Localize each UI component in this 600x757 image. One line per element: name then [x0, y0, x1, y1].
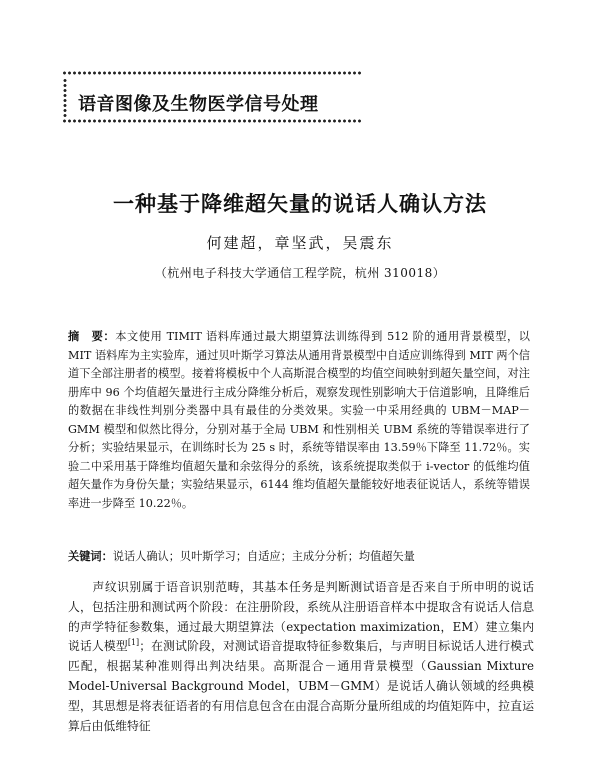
paper-title: 一种基于降维超矢量的说话人确认方法	[113, 191, 487, 216]
paper-affiliation: （杭州电子科技大学通信工程学院，杭州 310018）	[154, 266, 446, 280]
section-header	[62, 70, 362, 126]
body-paragraph	[68, 578, 534, 736]
abstract-label: 摘 要：	[68, 330, 116, 343]
abstract-text: 本文使用 TIMIT 语料库通过最大期望算法训练得到 512 阶的通用背景模型，以 MIT 语料库为主实验库，通过贝叶斯学习算法从通用背景模型中自适应训练得到 MIT 两个信道下全部注册者的模型。接着将模板中个人高斯混合模型的均值空间映射到超矢量空间，对注册库中 96 个均值超矢量进行主成分降维分析后，观察发现性别影响大于信道影响，且降维后的数据在非线性判别分类器中具有最佳的分类效果。实验一中采用经典的 UBM－MAP－GMM 模型和似然比得分，分别对基于全局 UBM 和性别相关 UBM 系统的等错误率进行了分析；实验结果显示，在训练时长为 25 s 时，系统等错误率由 13.59％下降至 11.72％。实验二中采用基于降维均值超矢量和余弦得分的系统，该系统提取类似于 i-vector 的低维均值超矢量作为身份矢量；实验结果显示，6144 维均值超矢量能较好地表征说话人，系统等错误率进一步降至 10.22％。	[68, 330, 530, 510]
body-text-part-1: 声纹识别属于语音识别范畴，其基本任务是判断测试语音是否来自于所申明的说话人，包括注册和测试两个阶段：在注册阶段，系统从注册语音样本中提取含有说话人信息的声学特征参数集，通过最大期望算法（expectation maximization，EM）建立集内说话人模型	[68, 580, 534, 654]
section-header-dotted-border-bottom	[62, 118, 362, 124]
keywords	[68, 548, 530, 566]
section-header-dotted-border-left	[62, 78, 68, 118]
paper-authors: 何建超，章坚武，吴震东	[206, 234, 394, 252]
body-text-part-2: ；在测试阶段，对测试语音提取特征参数集后，与声明目标说话人进行模式匹配，根据某种准则得出判决结果。高斯混合－通用背景模型（Gaussian Mixture Model-Universal Background Model，UBM－GMM）是说话人确认领域的经典模型，其思想是将表征语者的有用信息包含在由混合高斯分量所组成的均值矩阵中，拉直运算后由低维特征	[68, 639, 534, 733]
keywords-text: 说话人确认；贝叶斯学习；自适应；主成分分析；均值超矢量	[112, 550, 415, 563]
citation-ref: [1]	[127, 638, 140, 648]
abstract	[68, 328, 530, 513]
section-header-dotted-border-top	[62, 70, 362, 76]
keywords-label: 关键词：	[68, 550, 113, 563]
section-title: 语音图像及生物医学信号处理	[78, 94, 319, 115]
